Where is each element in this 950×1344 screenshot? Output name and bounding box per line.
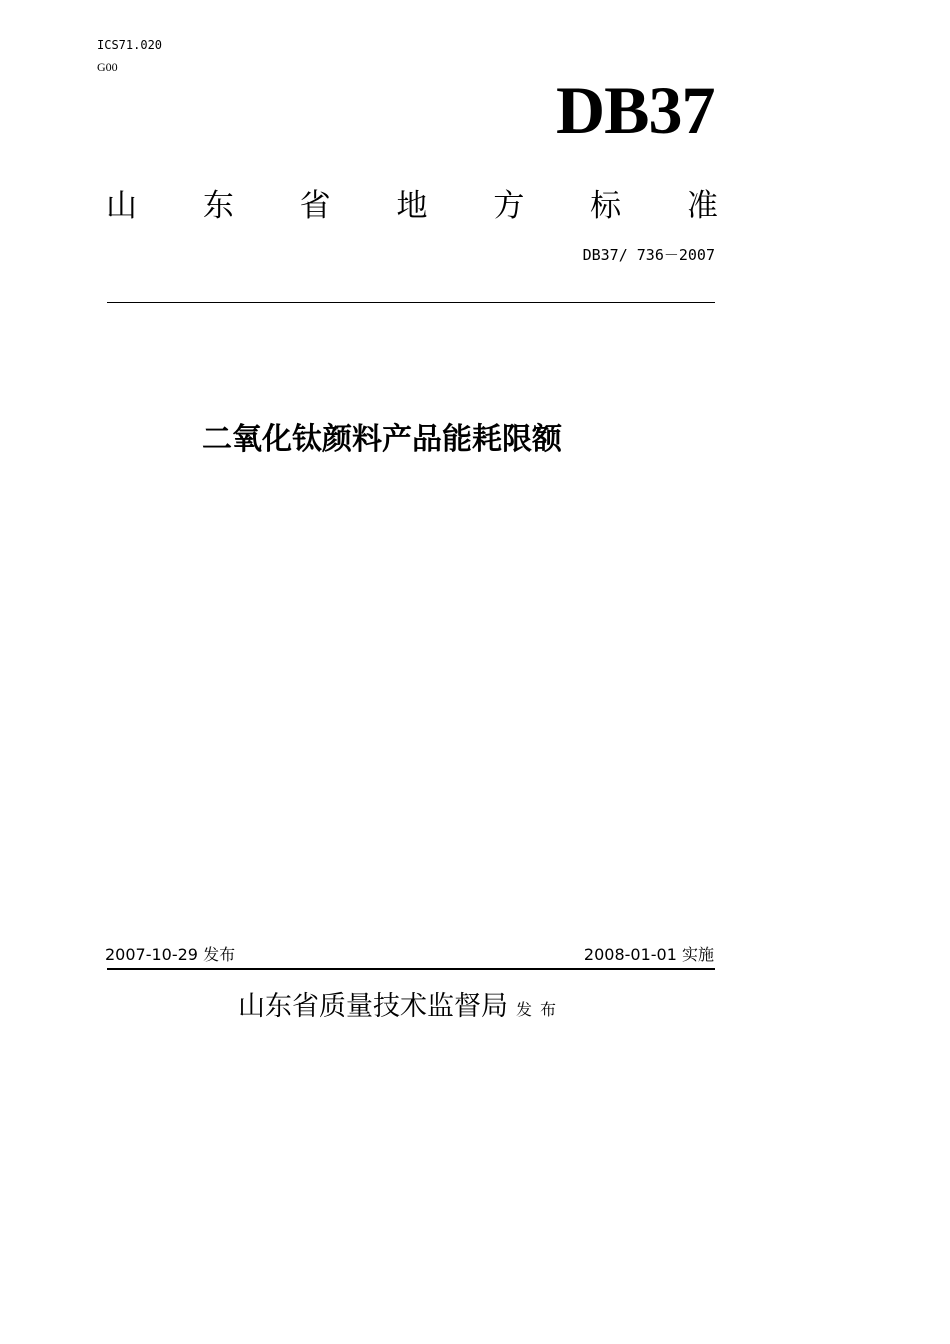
document-title: 二氧化钛颜料产品能耗限额 [202,422,562,457]
standard-type-char: 东 [202,188,234,224]
issuer-name: 山东省质量技术监督局 [238,991,508,1022]
ics-code: ICS71.020 [97,38,163,52]
implementation-date: 2008-01-01 实施 [583,945,714,964]
db-logo: DB37 [556,72,715,148]
standard-type-char: 标 [590,188,622,224]
standard-type-char: 方 [493,188,525,224]
issue-date: 2007-10-29 发布 [105,945,236,964]
bottom-divider [107,968,715,970]
standard-type-char: 地 [396,188,428,224]
standard-type-heading [106,186,718,226]
ccs-code: G00 [97,60,118,74]
top-divider [107,302,715,303]
standard-type-char: 山 [106,188,137,224]
standard-type-char: 省 [299,188,331,224]
issuer-line [238,989,564,1028]
standard-type-char: 准 [686,188,718,224]
standard-number: DB37/ 736－2007 [582,246,715,264]
issuer-suffix: 发布 [516,1000,565,1019]
